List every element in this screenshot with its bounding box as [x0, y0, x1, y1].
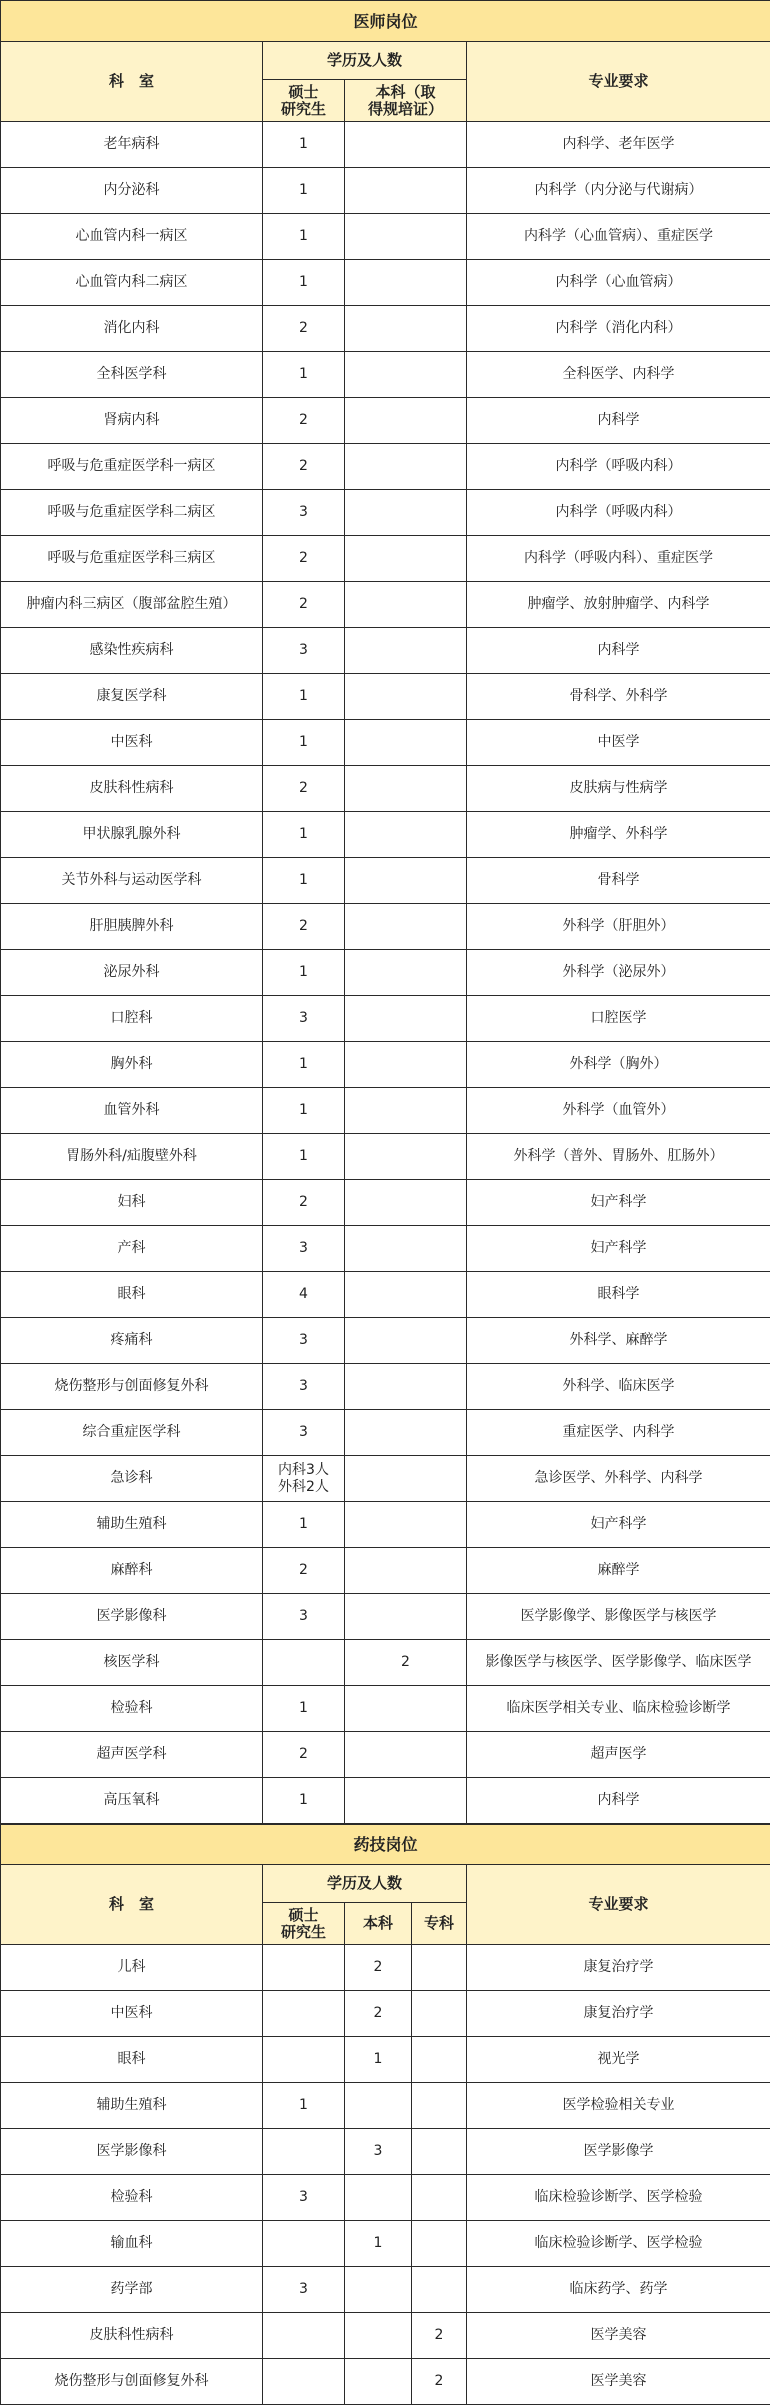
bachelor-count-cell: [345, 1364, 467, 1410]
master-count-cell: 2: [263, 1180, 345, 1226]
dept-cell: 肝胆胰脾外科: [1, 904, 263, 950]
dept-cell: 高压氧科: [1, 1778, 263, 1824]
dept-cell: 妇科: [1, 1180, 263, 1226]
major-cell: 内科学（心血管病）: [467, 260, 770, 306]
bachelor-count-cell: 2: [345, 1640, 467, 1686]
dept-cell: 超声医学科: [1, 1732, 263, 1778]
dept-cell: 烧伤整形与创面修复外科: [1, 1364, 263, 1410]
major-cell: 外科学（肝胆外）: [467, 904, 770, 950]
doctor-table-row: [1, 1502, 770, 1548]
master-count-cell: 3: [263, 1594, 345, 1640]
bachelor-count-cell: [345, 1318, 467, 1364]
master-count-cell: 3: [263, 490, 345, 536]
dept-cell: 产科: [1, 1226, 263, 1272]
doctor-table-row: [1, 444, 770, 490]
master-count-cell: 2: [263, 582, 345, 628]
doctor-table-row: [1, 306, 770, 352]
bachelor-count-cell: 1: [345, 2221, 412, 2267]
bachelor-count-cell: [345, 1226, 467, 1272]
doctor-table-row: [1, 1456, 770, 1502]
doctor-header-major: 专业要求: [467, 42, 770, 122]
college-count-cell: [412, 2221, 467, 2267]
bachelor-count-cell: [345, 674, 467, 720]
bachelor-count-cell: [345, 996, 467, 1042]
bachelor-count-cell: [345, 2083, 412, 2129]
bachelor-count-cell: 2: [345, 1991, 412, 2037]
bachelor-count-cell: [345, 168, 467, 214]
doctor-table-row: [1, 858, 770, 904]
doctor-section-title-row: [1, 1, 770, 42]
master-count-cell: 1: [263, 168, 345, 214]
major-cell: 眼科学: [467, 1272, 770, 1318]
major-cell: 外科学（普外、胃肠外、肛肠外）: [467, 1134, 770, 1180]
doctor-table-row: [1, 720, 770, 766]
major-cell: 视光学: [467, 2037, 770, 2083]
major-cell: 外科学（血管外）: [467, 1088, 770, 1134]
bachelor-count-cell: [345, 2359, 412, 2405]
dept-cell: 血管外科: [1, 1088, 263, 1134]
major-cell: 妇产科学: [467, 1502, 770, 1548]
dept-cell: 全科医学科: [1, 352, 263, 398]
bachelor-count-cell: [345, 812, 467, 858]
dept-cell: 胃肠外科/疝腹壁外科: [1, 1134, 263, 1180]
major-cell: 康复治疗学: [467, 1991, 770, 2037]
major-cell: 重症医学、内科学: [467, 1410, 770, 1456]
major-cell: 内科学: [467, 1778, 770, 1824]
major-cell: 临床医学相关专业、临床检验诊断学: [467, 1686, 770, 1732]
major-cell: 肿瘤学、外科学: [467, 812, 770, 858]
dept-cell: 中医科: [1, 720, 263, 766]
dept-cell: 内分泌科: [1, 168, 263, 214]
bachelor-count-cell: [345, 582, 467, 628]
master-count-cell: 2: [263, 1548, 345, 1594]
master-count-cell: 3: [263, 1318, 345, 1364]
doctor-table-row: [1, 1318, 770, 1364]
college-count-cell: [412, 2129, 467, 2175]
master-count-cell: 1: [263, 1042, 345, 1088]
bachelor-count-cell: [345, 950, 467, 996]
dept-cell: 麻醉科: [1, 1548, 263, 1594]
bachelor-count-cell: [345, 1502, 467, 1548]
major-cell: 口腔医学: [467, 996, 770, 1042]
master-count-cell: 3: [263, 1226, 345, 1272]
dept-cell: 肾病内科: [1, 398, 263, 444]
bachelor-count-cell: [345, 720, 467, 766]
pharma-table-row: [1, 2359, 770, 2405]
major-cell: 临床药学、药学: [467, 2267, 770, 2313]
dept-cell: 烧伤整形与创面修复外科: [1, 2359, 263, 2405]
college-count-cell: [412, 2267, 467, 2313]
dept-cell: 中医科: [1, 1991, 263, 2037]
college-count-cell: [412, 2083, 467, 2129]
doctor-table-row: [1, 1686, 770, 1732]
dept-cell: 泌尿外科: [1, 950, 263, 996]
dept-cell: 药学部: [1, 2267, 263, 2313]
master-count-cell: [263, 2313, 345, 2359]
master-count-cell: 1: [263, 1134, 345, 1180]
dept-cell: 眼科: [1, 1272, 263, 1318]
master-count-cell: 1: [263, 352, 345, 398]
dept-cell: 核医学科: [1, 1640, 263, 1686]
pharma-table-row: [1, 1991, 770, 2037]
bachelor-count-cell: [345, 260, 467, 306]
doctor-table-row: [1, 1732, 770, 1778]
bachelor-count-cell: [345, 2175, 412, 2221]
major-cell: 康复治疗学: [467, 1945, 770, 1991]
major-cell: 医学美容: [467, 2313, 770, 2359]
dept-cell: 急诊科: [1, 1456, 263, 1502]
major-cell: 外科学、麻醉学: [467, 1318, 770, 1364]
major-cell: 医学美容: [467, 2359, 770, 2405]
bachelor-count-cell: [345, 628, 467, 674]
college-count-cell: [412, 2175, 467, 2221]
master-count-cell: [263, 1991, 345, 2037]
doctor-header-edu: 学历及人数: [263, 42, 467, 80]
dept-cell: 呼吸与危重症医学科一病区: [1, 444, 263, 490]
doctor-table-row: [1, 1778, 770, 1824]
dept-cell: 消化内科: [1, 306, 263, 352]
dept-cell: 疼痛科: [1, 1318, 263, 1364]
master-count-cell: [263, 1945, 345, 1991]
pharma-table-row: [1, 2267, 770, 2313]
doctor-header-master: 硕士 研究生: [263, 80, 345, 122]
master-count-cell: 1: [263, 950, 345, 996]
master-count-cell: 1: [263, 214, 345, 260]
master-count-cell: 1: [263, 720, 345, 766]
dept-cell: 综合重症医学科: [1, 1410, 263, 1456]
major-cell: 内科学: [467, 628, 770, 674]
master-count-cell: 3: [263, 1410, 345, 1456]
bachelor-count-cell: [345, 1594, 467, 1640]
bachelor-count-cell: [345, 352, 467, 398]
doctor-table-row: [1, 168, 770, 214]
pharma-header-master: 硕士 研究生: [263, 1903, 345, 1945]
doctor-header-bachelor: 本科（取 得规培证）: [345, 80, 467, 122]
bachelor-count-cell: [345, 444, 467, 490]
major-cell: 医学影像学、影像医学与核医学: [467, 1594, 770, 1640]
doctor-table-row: [1, 950, 770, 996]
college-count-cell: [412, 1991, 467, 2037]
dept-cell: 老年病科: [1, 122, 263, 168]
pharma-table-row: [1, 2313, 770, 2359]
master-count-cell: 1: [263, 1686, 345, 1732]
major-cell: 临床检验诊断学、医学检验: [467, 2175, 770, 2221]
pharma-header-bachelor: 本科: [345, 1903, 412, 1945]
doctor-header-dept: 科 室: [1, 42, 263, 122]
pharma-header-major: 专业要求: [467, 1865, 770, 1945]
bachelor-count-cell: [345, 1686, 467, 1732]
master-count-cell: 1: [263, 1502, 345, 1548]
doctor-table-row: [1, 1042, 770, 1088]
doctor-table-row: [1, 1594, 770, 1640]
master-count-cell: 3: [263, 2175, 345, 2221]
master-count-cell: 3: [263, 628, 345, 674]
doctor-table-row: [1, 1640, 770, 1686]
major-cell: 内科学（呼吸内科）、重症医学: [467, 536, 770, 582]
major-cell: 医学检验相关专业: [467, 2083, 770, 2129]
dept-cell: 医学影像科: [1, 1594, 263, 1640]
master-count-cell: 1: [263, 812, 345, 858]
doctor-table-row: [1, 1272, 770, 1318]
pharma-table-row: [1, 2221, 770, 2267]
major-cell: 全科医学、内科学: [467, 352, 770, 398]
dept-cell: 输血科: [1, 2221, 263, 2267]
major-cell: 内科学（内分泌与代谢病）: [467, 168, 770, 214]
dept-cell: 医学影像科: [1, 2129, 263, 2175]
master-count-cell: 1: [263, 260, 345, 306]
doctor-table-row: [1, 996, 770, 1042]
master-count-cell: 3: [263, 1364, 345, 1410]
major-cell: 外科学、临床医学: [467, 1364, 770, 1410]
major-cell: 皮肤病与性病学: [467, 766, 770, 812]
major-cell: 内科学（心血管病）、重症医学: [467, 214, 770, 260]
major-cell: 临床检验诊断学、医学检验: [467, 2221, 770, 2267]
major-cell: 医学影像学: [467, 2129, 770, 2175]
pharma-header-edu: 学历及人数: [263, 1865, 467, 1903]
college-count-cell: [412, 2037, 467, 2083]
major-cell: 急诊医学、外科学、内科学: [467, 1456, 770, 1502]
bachelor-count-cell: [345, 1778, 467, 1824]
pharma-table-row: [1, 2129, 770, 2175]
dept-cell: 口腔科: [1, 996, 263, 1042]
master-count-cell: 2: [263, 306, 345, 352]
doctor-table-row: [1, 1548, 770, 1594]
bachelor-count-cell: [345, 2267, 412, 2313]
pharma-table-row: [1, 2083, 770, 2129]
dept-cell: 辅助生殖科: [1, 1502, 263, 1548]
doctor-table-row: [1, 766, 770, 812]
master-count-cell: 内科3人 外科2人: [263, 1456, 345, 1502]
bachelor-count-cell: [345, 1088, 467, 1134]
master-count-cell: 2: [263, 1732, 345, 1778]
master-count-cell: 2: [263, 398, 345, 444]
major-cell: 超声医学: [467, 1732, 770, 1778]
pharma-header-college: 专科: [412, 1903, 467, 1945]
doctor-table-row: [1, 536, 770, 582]
dept-cell: 心血管内科一病区: [1, 214, 263, 260]
doctor-table-row: [1, 904, 770, 950]
doctor-table-row: [1, 812, 770, 858]
bachelor-count-cell: 1: [345, 2037, 412, 2083]
college-count-cell: 2: [412, 2359, 467, 2405]
major-cell: 内科学、老年医学: [467, 122, 770, 168]
dept-cell: 儿科: [1, 1945, 263, 1991]
bachelor-count-cell: [345, 1272, 467, 1318]
dept-cell: 检验科: [1, 1686, 263, 1732]
dept-cell: 眼科: [1, 2037, 263, 2083]
bachelor-count-cell: [345, 398, 467, 444]
doctor-table-row: [1, 490, 770, 536]
bachelor-count-cell: [345, 214, 467, 260]
doctor-section-title: 医师岗位: [1, 1, 770, 42]
master-count-cell: [263, 1640, 345, 1686]
master-count-cell: 2: [263, 536, 345, 582]
doctor-table-row: [1, 1364, 770, 1410]
master-count-cell: 1: [263, 1778, 345, 1824]
bachelor-count-cell: [345, 536, 467, 582]
pharma-table-row: [1, 1945, 770, 1991]
dept-cell: 甲状腺乳腺外科: [1, 812, 263, 858]
bachelor-count-cell: [345, 1732, 467, 1778]
doctor-table-row: [1, 1410, 770, 1456]
pharma-table-row: [1, 2037, 770, 2083]
bachelor-count-cell: 3: [345, 2129, 412, 2175]
bachelor-count-cell: [345, 858, 467, 904]
doctor-header-row: [1, 42, 770, 80]
master-count-cell: 3: [263, 2267, 345, 2313]
master-count-cell: 1: [263, 674, 345, 720]
dept-cell: 感染性疾病科: [1, 628, 263, 674]
doctor-table-row: [1, 1226, 770, 1272]
doctor-table-row: [1, 1180, 770, 1226]
major-cell: 肿瘤学、放射肿瘤学、内科学: [467, 582, 770, 628]
pharma-header-row: [1, 1865, 770, 1903]
bachelor-count-cell: [345, 1548, 467, 1594]
bachelor-count-cell: [345, 1180, 467, 1226]
pharma-section-title: 药技岗位: [1, 1824, 770, 1865]
doctor-table-row: [1, 582, 770, 628]
bachelor-count-cell: [345, 766, 467, 812]
doctor-table-row: [1, 352, 770, 398]
doctor-table-row: [1, 674, 770, 720]
dept-cell: 肿瘤内科三病区（腹部盆腔生殖）: [1, 582, 263, 628]
master-count-cell: 1: [263, 858, 345, 904]
dept-cell: 皮肤科性病科: [1, 766, 263, 812]
bachelor-count-cell: [345, 1410, 467, 1456]
pharma-section-title-row: [1, 1824, 770, 1865]
doctor-table-row: [1, 122, 770, 168]
major-cell: 外科学（胸外）: [467, 1042, 770, 1088]
doctor-table-row: [1, 628, 770, 674]
major-cell: 内科学: [467, 398, 770, 444]
dept-cell: 胸外科: [1, 1042, 263, 1088]
bachelor-count-cell: [345, 1042, 467, 1088]
doctor-table-row: [1, 1134, 770, 1180]
bachelor-count-cell: [345, 122, 467, 168]
master-count-cell: 1: [263, 1088, 345, 1134]
major-cell: 中医学: [467, 720, 770, 766]
major-cell: 妇产科学: [467, 1180, 770, 1226]
doctor-table-row: [1, 260, 770, 306]
master-count-cell: 2: [263, 766, 345, 812]
major-cell: 妇产科学: [467, 1226, 770, 1272]
master-count-cell: [263, 2221, 345, 2267]
major-cell: 内科学（呼吸内科）: [467, 490, 770, 536]
bachelor-count-cell: [345, 1134, 467, 1180]
dept-cell: 检验科: [1, 2175, 263, 2221]
major-cell: 骨科学: [467, 858, 770, 904]
master-count-cell: 1: [263, 122, 345, 168]
master-count-cell: [263, 2359, 345, 2405]
doctor-table-row: [1, 214, 770, 260]
dept-cell: 辅助生殖科: [1, 2083, 263, 2129]
dept-cell: 呼吸与危重症医学科三病区: [1, 536, 263, 582]
college-count-cell: 2: [412, 2313, 467, 2359]
major-cell: 骨科学、外科学: [467, 674, 770, 720]
college-count-cell: [412, 1945, 467, 1991]
dept-cell: 呼吸与危重症医学科二病区: [1, 490, 263, 536]
bachelor-count-cell: [345, 2313, 412, 2359]
bachelor-count-cell: [345, 306, 467, 352]
dept-cell: 关节外科与运动医学科: [1, 858, 263, 904]
bachelor-count-cell: [345, 904, 467, 950]
master-count-cell: 2: [263, 444, 345, 490]
master-count-cell: 3: [263, 996, 345, 1042]
dept-cell: 心血管内科二病区: [1, 260, 263, 306]
master-count-cell: 1: [263, 2083, 345, 2129]
master-count-cell: 4: [263, 1272, 345, 1318]
doctor-table-row: [1, 1088, 770, 1134]
major-cell: 内科学（呼吸内科）: [467, 444, 770, 490]
major-cell: 影像医学与核医学、医学影像学、临床医学: [467, 1640, 770, 1686]
master-count-cell: 2: [263, 904, 345, 950]
master-count-cell: [263, 2037, 345, 2083]
pharma-table-row: [1, 2175, 770, 2221]
pharma-header-dept: 科 室: [1, 1865, 263, 1945]
bachelor-count-cell: [345, 490, 467, 536]
dept-cell: 皮肤科性病科: [1, 2313, 263, 2359]
bachelor-count-cell: [345, 1456, 467, 1502]
doctor-table-row: [1, 398, 770, 444]
major-cell: 外科学（泌尿外）: [467, 950, 770, 996]
master-count-cell: [263, 2129, 345, 2175]
bachelor-count-cell: 2: [345, 1945, 412, 1991]
dept-cell: 康复医学科: [1, 674, 263, 720]
major-cell: 内科学（消化内科）: [467, 306, 770, 352]
major-cell: 麻醉学: [467, 1548, 770, 1594]
